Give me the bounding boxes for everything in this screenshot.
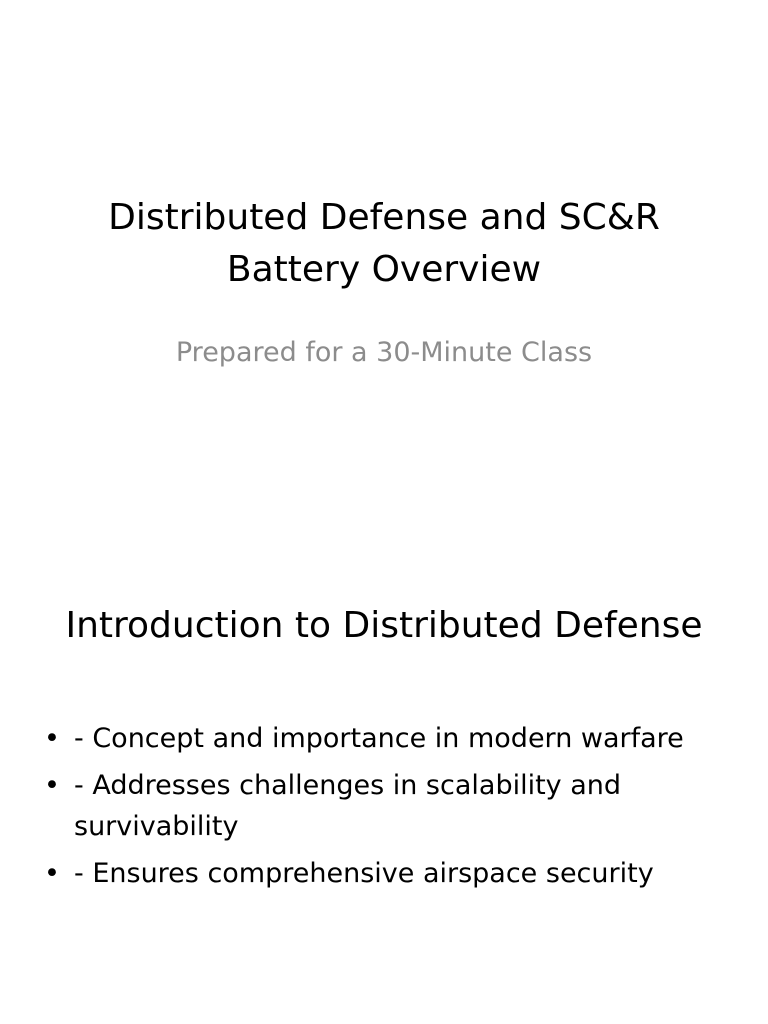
bullet-item: [38, 853, 738, 894]
bullet-text: - Ensures comprehensive airspace security: [74, 858, 654, 889]
bullet-item: [38, 718, 738, 759]
slide-title: Introduction to Distributed Defense: [65, 605, 703, 646]
bullet-item: [38, 765, 738, 847]
bullet-list: [38, 718, 738, 900]
slide-subtitle: Prepared for a 30-Minute Class: [175, 337, 593, 368]
bullet-icon: •: [44, 770, 60, 801]
bullet-icon: •: [44, 858, 60, 889]
bullet-text: - Concept and importance in modern warfare: [74, 723, 684, 754]
bullet-icon: •: [44, 723, 60, 754]
bullet-text: - Addresses challenges in scalability and survivability: [74, 770, 622, 842]
slide-title: Distributed Defense and SC&R Battery Overview: [108, 197, 660, 290]
content-slide: [0, 512, 768, 1024]
